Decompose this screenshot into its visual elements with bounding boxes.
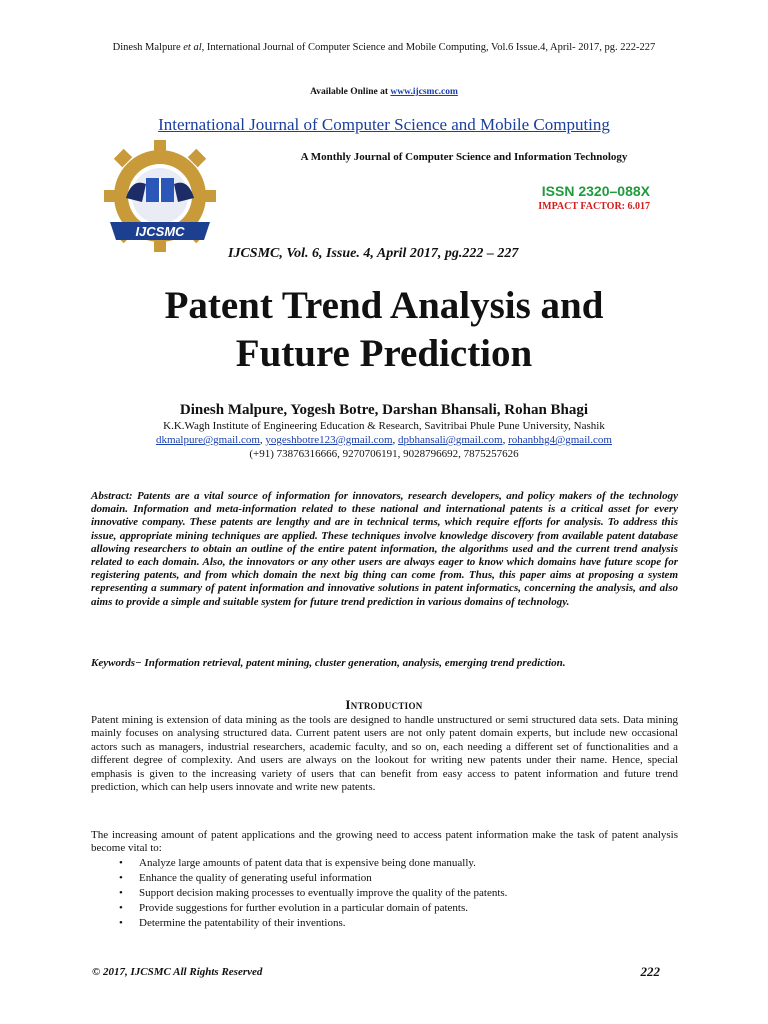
available-online [0, 87, 768, 97]
list-item [91, 916, 678, 931]
author-phones: (+91) 73876316666, 9270706191, 9028796692, 7875257626 [249, 448, 519, 460]
journal-name: International Journal of Computer Science and Mobile Computing [158, 115, 610, 134]
logo-text: IJCSMC [135, 224, 185, 239]
authors: Dinesh Malpure, Yogesh Botre, Darshan Bhansali, Rohan Bhagi [179, 402, 589, 418]
introduction-paragraph-2: The increasing amount of patent applications and the growing need to access patent information make the task of patent analysis become vital to: [91, 829, 678, 855]
affiliation: K.K.Wagh Institute of Engineering Education & Research, Savitribai Phule Pune University, Nashik [163, 420, 605, 432]
list-item [91, 901, 678, 916]
abstract: Abstract: Patents are a vital source of information for innovators, research developers, and policy makers of the technology domain. Information and meta-information related to these national and international patents is a critical asset for every innovative company. These patents are lengthy and are in technical terms, which require efforts for analysis. To address this issue, appropriate mining techniques are applied. These techniques involve knowledge discovery from available patent database allowing researchers to obtain an outline of the entire patent information, the algorithms used and the current trend analysis related to each domain. Also, the innovators or any other users are always eager to know which domains have future scope for registering patents, and from which domain the next big thing can come from. Thus, this paper aims at proposing a system representing a summary of patent information and innovative solutions in patent informatics, concerning the analysis, and also aims to provide a simple and suitable system for future trend prediction in various domains of technology. [91, 490, 678, 608]
list-item-text: Provide suggestions for further evolution in a particular domain of patents. [139, 902, 469, 914]
email-link[interactable]: dkmalpure@gmail.com [155, 434, 260, 446]
footer-copyright: © 2017, IJCSMC All Rights Reserved [92, 966, 263, 978]
email-separator: , [502, 434, 509, 446]
email-link[interactable]: rohanbhg4@gmail.com [508, 434, 612, 446]
list-item [91, 856, 678, 871]
journal-subtitle: A Monthly Journal of Computer Science and Information Technology [300, 151, 628, 163]
journal-logo-icon [96, 136, 224, 264]
bullet-icon: • [119, 857, 123, 869]
paper-title [0, 282, 768, 378]
running-header [0, 42, 768, 53]
list-item-text: Analyze large amounts of patent data that is expensive being done manually. [139, 857, 476, 869]
introduction-heading: Introduction [345, 697, 423, 712]
running-author: Dinesh Malpure [112, 42, 184, 53]
page-number: 222 [640, 964, 660, 979]
journal-citation: IJCSMC, Vol. 6, Issue. 4, April 2017, pg.222 – 227 [228, 246, 519, 261]
list-item [91, 886, 678, 901]
email-link[interactable]: dpbhansali@gmail.com [398, 434, 503, 446]
list-item-text: Determine the patentability of their inventions. [139, 917, 346, 929]
title-line-2: Future Prediction [235, 332, 533, 375]
running-citation: , International Journal of Computer Science and Mobile Computing, Vol.6 Issue.4, April- 2017, pg. 222-227 [201, 42, 656, 53]
author-emails [0, 434, 768, 446]
bullet-icon: • [119, 902, 123, 914]
impact-factor: IMPACT FACTOR: 6.017 [538, 201, 650, 212]
list-item-text: Support decision making processes to eventually improve the quality of the patents. [139, 887, 508, 899]
email-separator: , [259, 434, 266, 446]
introduction-paragraph-1: Patent mining is extension of data mining as the tools are designed to handle unstructured or semi structured data sets. Data mining mainly focuses on analysing structured data. Current patent users are not only patent domain experts, but include new occasional actors such as managers, industrial researchers, academic faculty, and so on, each needing a different set of functionalities and a different degree of complexity. And users are always on the lookout for writing new patents under their name. Hence, special emphasis is given to the increasing variety of users that can benefit from easy access to patent information and future trend prediction, which can help users innovate and write new patents. [91, 714, 678, 794]
available-label: Available Online at [310, 87, 391, 97]
running-etal: et al [183, 42, 202, 53]
title-line-1: Patent Trend Analysis and [164, 284, 604, 327]
bullet-icon: • [119, 917, 123, 929]
email-separator: , [392, 434, 399, 446]
list-item-text: Enhance the quality of generating useful information [139, 872, 372, 884]
issn: ISSN 2320–088X [541, 183, 650, 199]
list-item [91, 871, 678, 886]
keywords: Keywords− Information retrieval, patent mining, cluster generation, analysis, emerging trend prediction. [91, 657, 566, 669]
email-link[interactable]: yogeshbotre123@gmail.com [265, 434, 393, 446]
bullet-icon: • [119, 872, 123, 884]
bullet-icon: • [119, 887, 123, 899]
journal-url-link[interactable]: www.ijcsmc.com [390, 87, 458, 97]
bullet-list [91, 856, 678, 931]
